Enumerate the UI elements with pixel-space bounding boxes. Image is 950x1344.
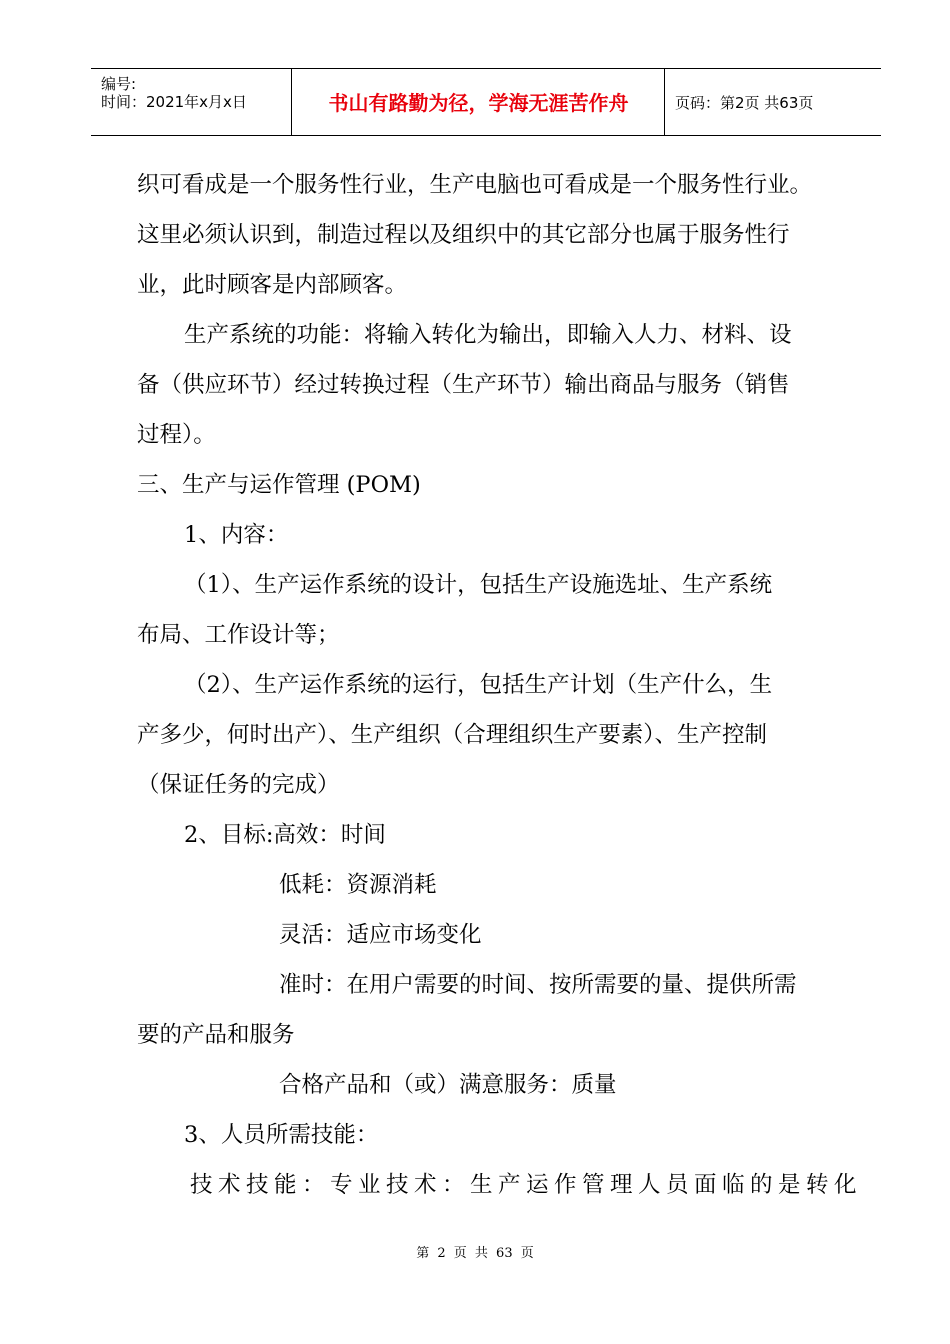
page-header [91,68,881,136]
body-line: 低耗：资源消耗 [279,872,437,898]
header-page-info: 页码：第2页 共63页 [675,94,814,112]
body-line: 生产系统的功能：将输入转化为输出，即输入人力、材料、设 [184,322,792,348]
body-line: 备（供应环节）经过转换过程（生产环节）输出商品与服务（销售 [137,372,790,398]
section-heading: 三、生产与运作管理 (POM) [137,472,421,498]
header-page-cell [665,69,881,135]
body-line: 业，此时顾客是内部顾客。 [137,272,408,298]
time-label: 时间：2021年x月x日 [101,93,247,111]
subsection-heading: 1、内容： [184,522,289,548]
body-line: 合格产品和（或）满意服务：质量 [279,1072,617,1098]
subsection-heading: 2、目标:高效：时间 [184,822,386,848]
serial-label: 编号: [101,75,137,93]
body-line: （2）、生产运作系统的运行，包括生产计划（生产什么，生 [184,672,773,698]
body-line: 准时：在用户需要的时间、按所需要的量、提供所需 [279,972,797,998]
page-footer: 第 2 页 共 63 页 [416,1246,534,1261]
body-line: （1）、生产运作系统的设计，包括生产设施选址、生产系统 [184,572,773,598]
body-line: 技术技能：专业技术：生产运作管理人员面临的是转化 [190,1172,863,1198]
header-motto-cell [292,69,665,135]
body-line: （保证任务的完成） [137,772,340,798]
body-line: 要的产品和服务 [137,1022,295,1048]
body-line: 布局、工作设计等； [137,622,340,648]
header-motto: 书山有路勤为径，学海无涯苦作舟 [328,91,629,115]
subsection-heading: 3、人员所需技能： [184,1122,379,1148]
header-meta-cell [91,69,292,135]
body-line: 灵活：适应市场变化 [279,922,482,948]
body-line: 过程）。 [137,422,216,448]
body-line: 产多少，何时出产）、生产组织（合理组织生产要素）、生产控制 [137,722,768,748]
body-line: 这里必须认识到，制造过程以及组织中的其它部分也属于服务性行 [137,222,790,248]
body-line: 织可看成是一个服务性行业，生产电脑也可看成是一个服务性行业。 [137,172,813,198]
